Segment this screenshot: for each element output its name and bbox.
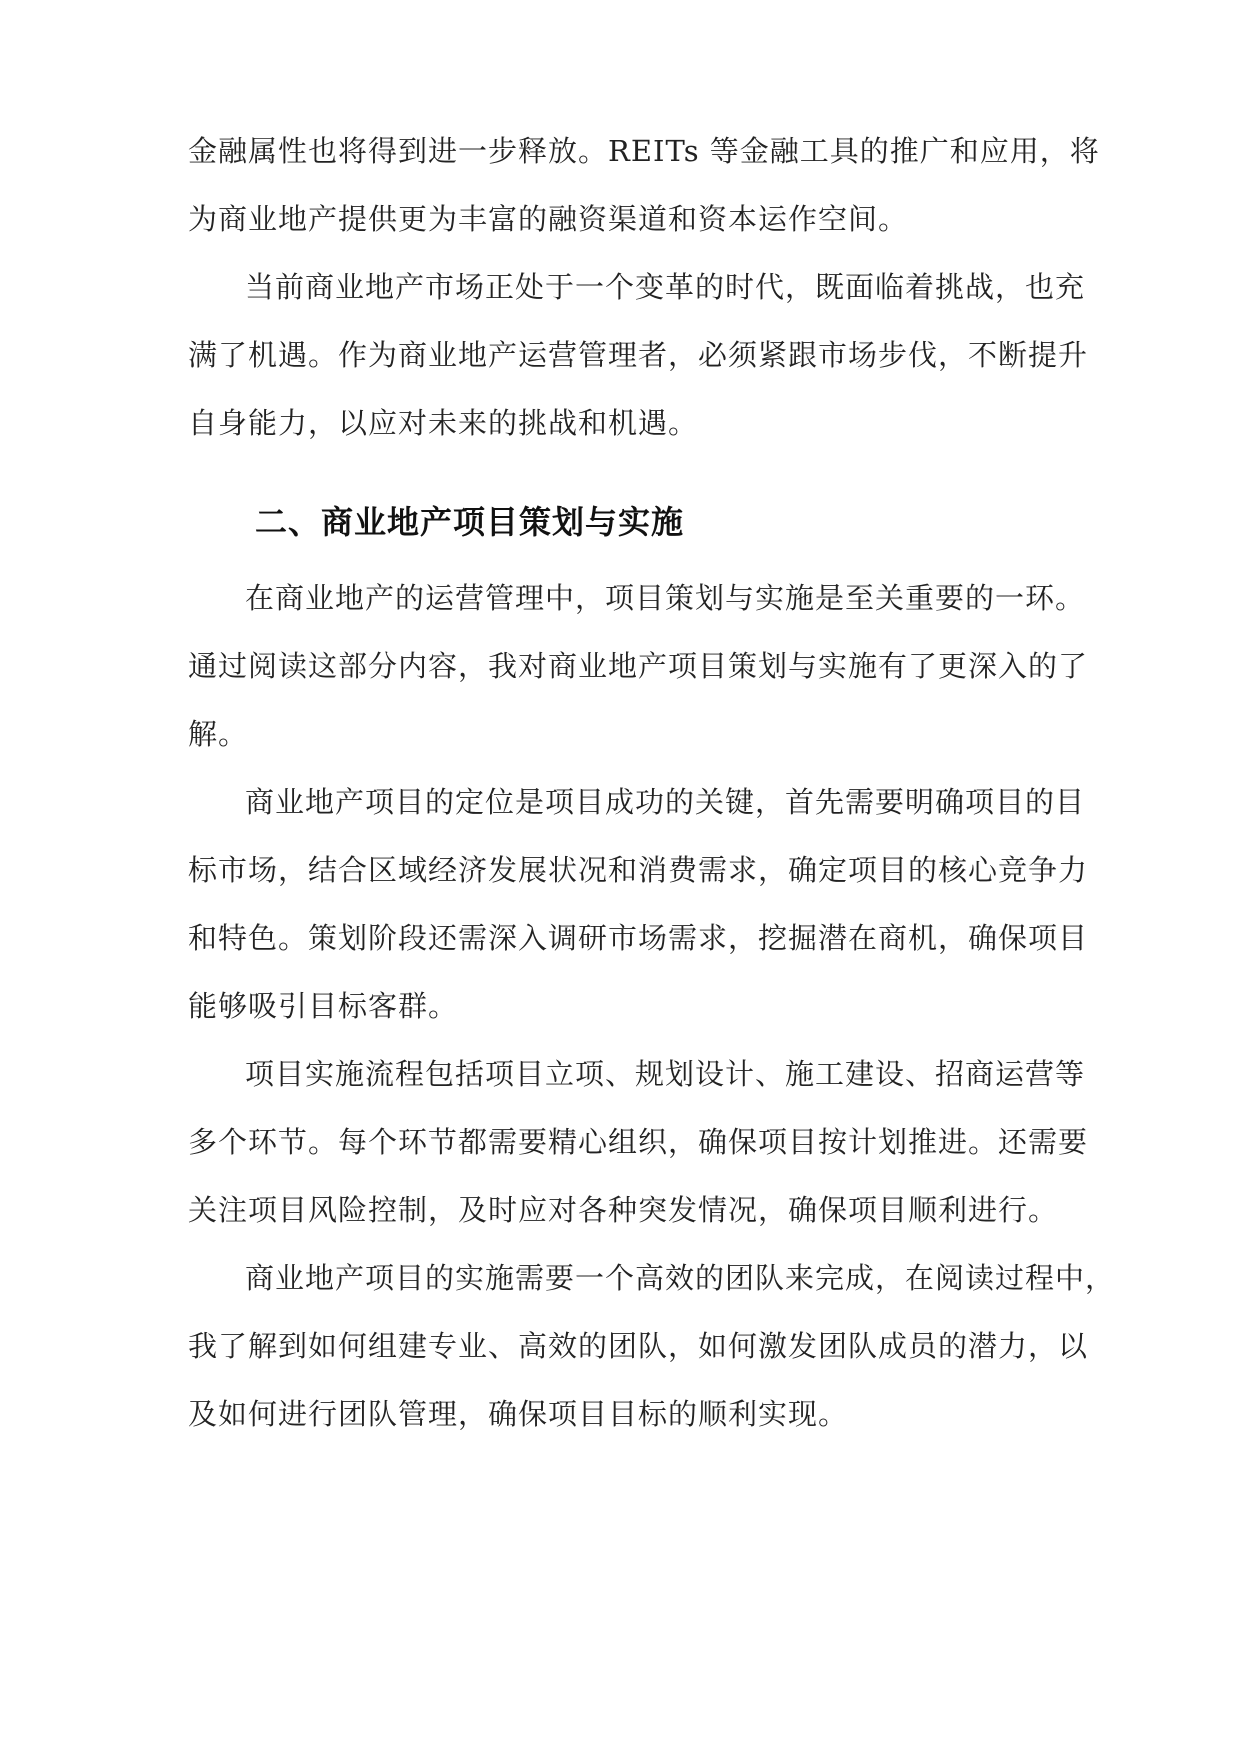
paragraph-line: 多个环节。每个环节都需要精心组织，确保项目按计划推进。还需要: [188, 1125, 1089, 1159]
paragraph-line: 及如何进行团队管理，确保项目目标的顺利实现。: [188, 1397, 849, 1431]
paragraph-line: 关注项目风险控制，及时应对各种突发情况，确保项目顺利进行。: [188, 1193, 1059, 1227]
paragraph-line: 项目实施流程包括项目立项、规划设计、施工建设、招商运营等: [245, 1057, 1086, 1091]
paragraph-line: 我了解到如何组建专业、高效的团队，如何激发团队成员的潜力，以: [188, 1329, 1089, 1363]
paragraph-line: 当前商业地产市场正处于一个变革的时代，既面临着挑战，也充: [245, 270, 1086, 304]
paragraph-line: 在商业地产的运营管理中，项目策划与实施是至关重要的一环。: [245, 581, 1086, 615]
paragraph-line: 自身能力，以应对未来的挑战和机遇。: [188, 406, 699, 440]
paragraph-line: 和特色。策划阶段还需深入调研市场需求，挖掘潜在商机，确保项目: [188, 921, 1089, 955]
paragraph-line: 满了机遇。作为商业地产运营管理者，必须紧跟市场步伐，不断提升: [188, 338, 1089, 372]
paragraph-line: 能够吸引目标客群。: [188, 989, 459, 1023]
paragraph-line: 通过阅读这部分内容，我对商业地产项目策划与实施有了更深入的了: [188, 649, 1089, 683]
paragraph-line: 标市场，结合区域经济发展状况和消费需求，确定项目的核心竞争力: [188, 853, 1089, 887]
paragraph-line: 商业地产项目的实施需要一个高效的团队来完成，在阅读过程中，: [245, 1261, 1116, 1295]
paragraph-line: 为商业地产提供更为丰富的融资渠道和资本运作空间。: [188, 202, 909, 236]
paragraph-line: 商业地产项目的定位是项目成功的关键，首先需要明确项目的目: [245, 785, 1086, 819]
paragraph-line: 解。: [188, 717, 249, 751]
paragraph-line: 金融属性也将得到进一步释放。REITs 等金融工具的推广和应用，将: [188, 134, 1100, 168]
section-heading: 二、商业地产项目策划与实施: [255, 503, 685, 541]
